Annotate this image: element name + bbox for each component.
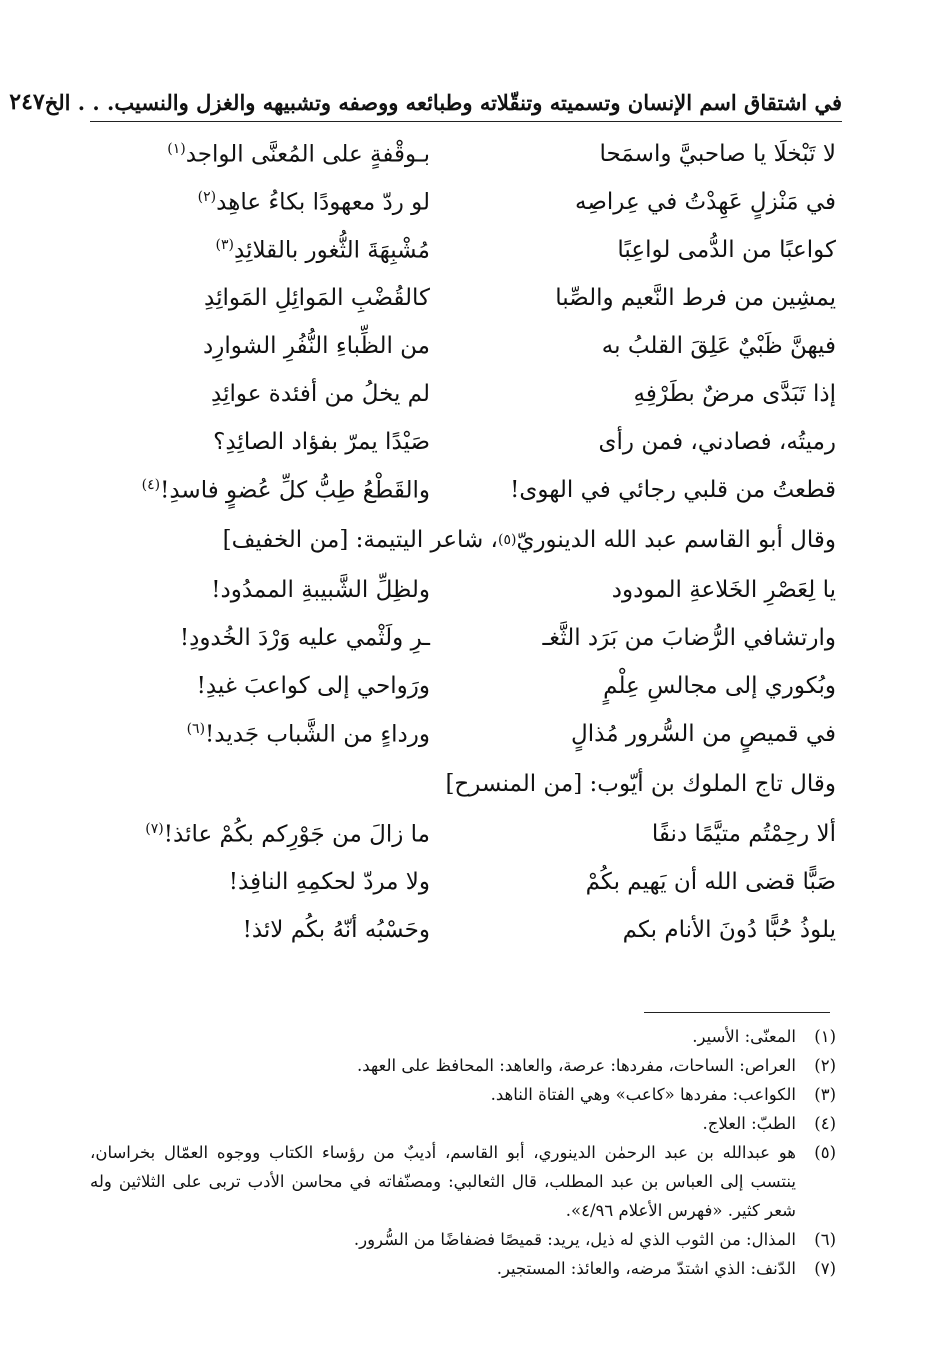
poem-3-intro: وقال تاج الملوك بن أيّوب: [من المنسرح] xyxy=(445,771,836,797)
first-hemistich: في مَنْزلٍ عَهِدْتُ في عِراصِه xyxy=(575,189,836,215)
verse-line xyxy=(90,418,840,466)
footnote-text: الكواعب: مفردها «كاعب» وهي الفتاة الناهد. xyxy=(490,1085,796,1104)
second-hemistich: ولا مردّ لحكمِهِ النافِذ! xyxy=(228,869,430,895)
first-hemistich: يا لِعَصْرِ الخَلاعةِ المودود xyxy=(611,577,836,603)
footnote-number: (٢) xyxy=(814,1056,836,1075)
main-text xyxy=(90,130,840,954)
second-hemistich: ما زالَ من جَوْرِكم بكُمْ عائذ!$^{(٧)}$ xyxy=(145,820,430,848)
footnote-text: هو عبدالله بن عبد الرحمٰن الدينوري، أبو القاسم، أديبٌ من رؤساء الكتاب ووجوه العمّال بخراسان، ينتسب إلى العباس بن عبد المطلب، قال الثعالبي: ومصنّفاته في محاسن الأدب تربى على الثلاثين وله شعر كثير. «فهرس الأعلام ٤/٩٦». xyxy=(90,1143,796,1220)
header-title: في اشتقاق اسم الإنسان وتسميته وتنقّلاته وطبائعه ووصفه وتشبيهه والغزل والنسيب. . . الخ xyxy=(44,90,842,115)
verse-line xyxy=(90,906,840,954)
poem-3 xyxy=(90,810,840,954)
verse-line xyxy=(90,466,840,514)
first-hemistich: يمشِين من فرط النَّعيم والصِّبا xyxy=(555,285,836,311)
verse-line xyxy=(90,226,840,274)
footnote-number: (٥) xyxy=(814,1143,836,1162)
second-hemistich: صَيْدًا يمرّ بفؤاد الصائِدِ؟ xyxy=(213,429,430,455)
second-hemistich: وحَسْبُه أنّهُ بكُم لائذ! xyxy=(242,917,430,943)
first-hemistich: كواعبًا من الدُّمى لواعِبًا xyxy=(617,237,836,263)
verse-line xyxy=(90,274,840,322)
verse-line xyxy=(90,130,840,178)
footnote-text: العراص: الساحات، مفردها: عرصة، والعاهد: المحافظ على العهد. xyxy=(357,1056,796,1075)
first-hemistich: يلوذُ حُبًّا دُونَ الأنام بكم xyxy=(622,917,836,943)
footnote-ref: (٦) xyxy=(186,720,206,737)
first-hemistich: لا تَبْخلَا يا صاحبيَّ واسمَحا xyxy=(599,141,836,167)
verse-line xyxy=(90,662,840,710)
footnote-ref: (١) xyxy=(167,140,186,157)
second-hemistich: والقَطْعُ طِبُّ كلِّ عُضوٍ فاسدِ!$^{(٤)}$ xyxy=(141,476,430,504)
first-hemistich: إذا تَبَدَّى مرضٌ بطَرْفِهِ xyxy=(633,381,836,407)
first-hemistich: رميتُه، فصادني، فمن رأى xyxy=(598,429,836,455)
footnote-ref: (٤) xyxy=(141,476,161,493)
verse-line xyxy=(90,566,840,614)
footnote xyxy=(90,1022,836,1051)
footnote-ref: (٢) xyxy=(197,188,217,205)
footnote-ref: (٥) xyxy=(497,532,517,548)
footnote-ref: (٧) xyxy=(145,820,164,837)
footnote-divider xyxy=(644,1012,830,1013)
footnote-number: (٦) xyxy=(814,1230,836,1249)
page-number: ٢٤٧ xyxy=(9,89,45,115)
second-hemistich: لم يخلُ من أفئدة عوائِدِ xyxy=(211,381,430,407)
poem-2-intro: وقال أبو القاسم عبد الله الدينوريّ (٥) ، شاعر اليتيمة: [من الخفيف] xyxy=(222,527,836,553)
footnote xyxy=(90,1080,836,1109)
footnote xyxy=(90,1138,836,1225)
footnote-text: المذال: من الثوب الذي له ذيل، يريد: قميصًا فضفاضًا من السُّرور. xyxy=(353,1230,796,1249)
footnote-ref: (٣) xyxy=(215,236,234,253)
second-hemistich: ولظِلِّ الشَّبيبةِ الممدُود! xyxy=(211,577,430,603)
first-hemistich: في قميصٍ من السُّرور مُذالٍ xyxy=(571,721,836,747)
footnote-text: الطبّ: العلاج. xyxy=(702,1114,796,1133)
footnote xyxy=(90,1225,836,1254)
verse-line xyxy=(90,370,840,418)
second-hemistich: ـرِ ولَثْمي عليه وَرْدَ الخُدودِ! xyxy=(179,625,430,651)
footnote-number: (٤) xyxy=(814,1114,836,1133)
footnote-number: (٧) xyxy=(814,1259,836,1278)
footnote-text: المعنّى: الأسير. xyxy=(692,1027,796,1046)
first-hemistich: فيهنَّ ظَبْيٌ عَلِقَ القلبُ به xyxy=(601,333,836,359)
second-hemistich: من الظِّباءِ النُّفُرِ الشوارِد xyxy=(203,333,430,359)
footnote-text: الدّنف: الذي اشتدّ مرضه، والعائذ: المستجير. xyxy=(496,1259,796,1278)
first-hemistich: صَبًّا قضى الله أن يَهيم بكُمْ xyxy=(585,869,836,895)
poem-1 xyxy=(90,130,840,514)
footnote xyxy=(90,1051,836,1080)
first-hemistich: ألا رحِمْتُم متيَّمًا دنفًا xyxy=(651,821,836,847)
second-hemistich: بـوقْفةٍ على المُعنَّى الواجد$^{(١)}$ xyxy=(167,140,430,168)
footnotes xyxy=(90,1022,836,1283)
second-hemistich: لو ردّ معهودًا بكاءُ عاهِد$^{(٢)}$ xyxy=(197,188,430,216)
verse-line xyxy=(90,858,840,906)
first-hemistich: وبُكوري إلى مجالسِ عِلْمٍ xyxy=(603,673,836,699)
footnote xyxy=(90,1254,836,1283)
footnote-number: (٣) xyxy=(814,1085,836,1104)
second-hemistich: ورَواحي إلى كواعبَ غيدِ! xyxy=(196,673,430,699)
second-hemistich: مُشْبِهَةَ الثُّغور بالقلائِدِ$^{(٣)}$ xyxy=(215,236,430,264)
first-hemistich: وارتشافي الرُّضابَ من بَرَد الثَّغـ xyxy=(542,625,836,651)
running-header xyxy=(9,78,842,122)
poem-2 xyxy=(90,566,840,758)
footnote-number: (١) xyxy=(814,1027,836,1046)
second-hemistich: كالقُضْبِ المَوائِلِ المَوائِدِ xyxy=(204,285,430,311)
verse-line xyxy=(90,810,840,858)
verse-line xyxy=(90,322,840,370)
verse-line xyxy=(90,614,840,662)
verse-line xyxy=(90,178,840,226)
first-hemistich: قطعتُ من قلبي رجائي في الهوى! xyxy=(510,477,836,503)
second-hemistich: ورداءٍ من الشَّباب جَديد!$^{(٦)}$ xyxy=(186,720,430,748)
footnote xyxy=(90,1109,836,1138)
verse-line xyxy=(90,710,840,758)
